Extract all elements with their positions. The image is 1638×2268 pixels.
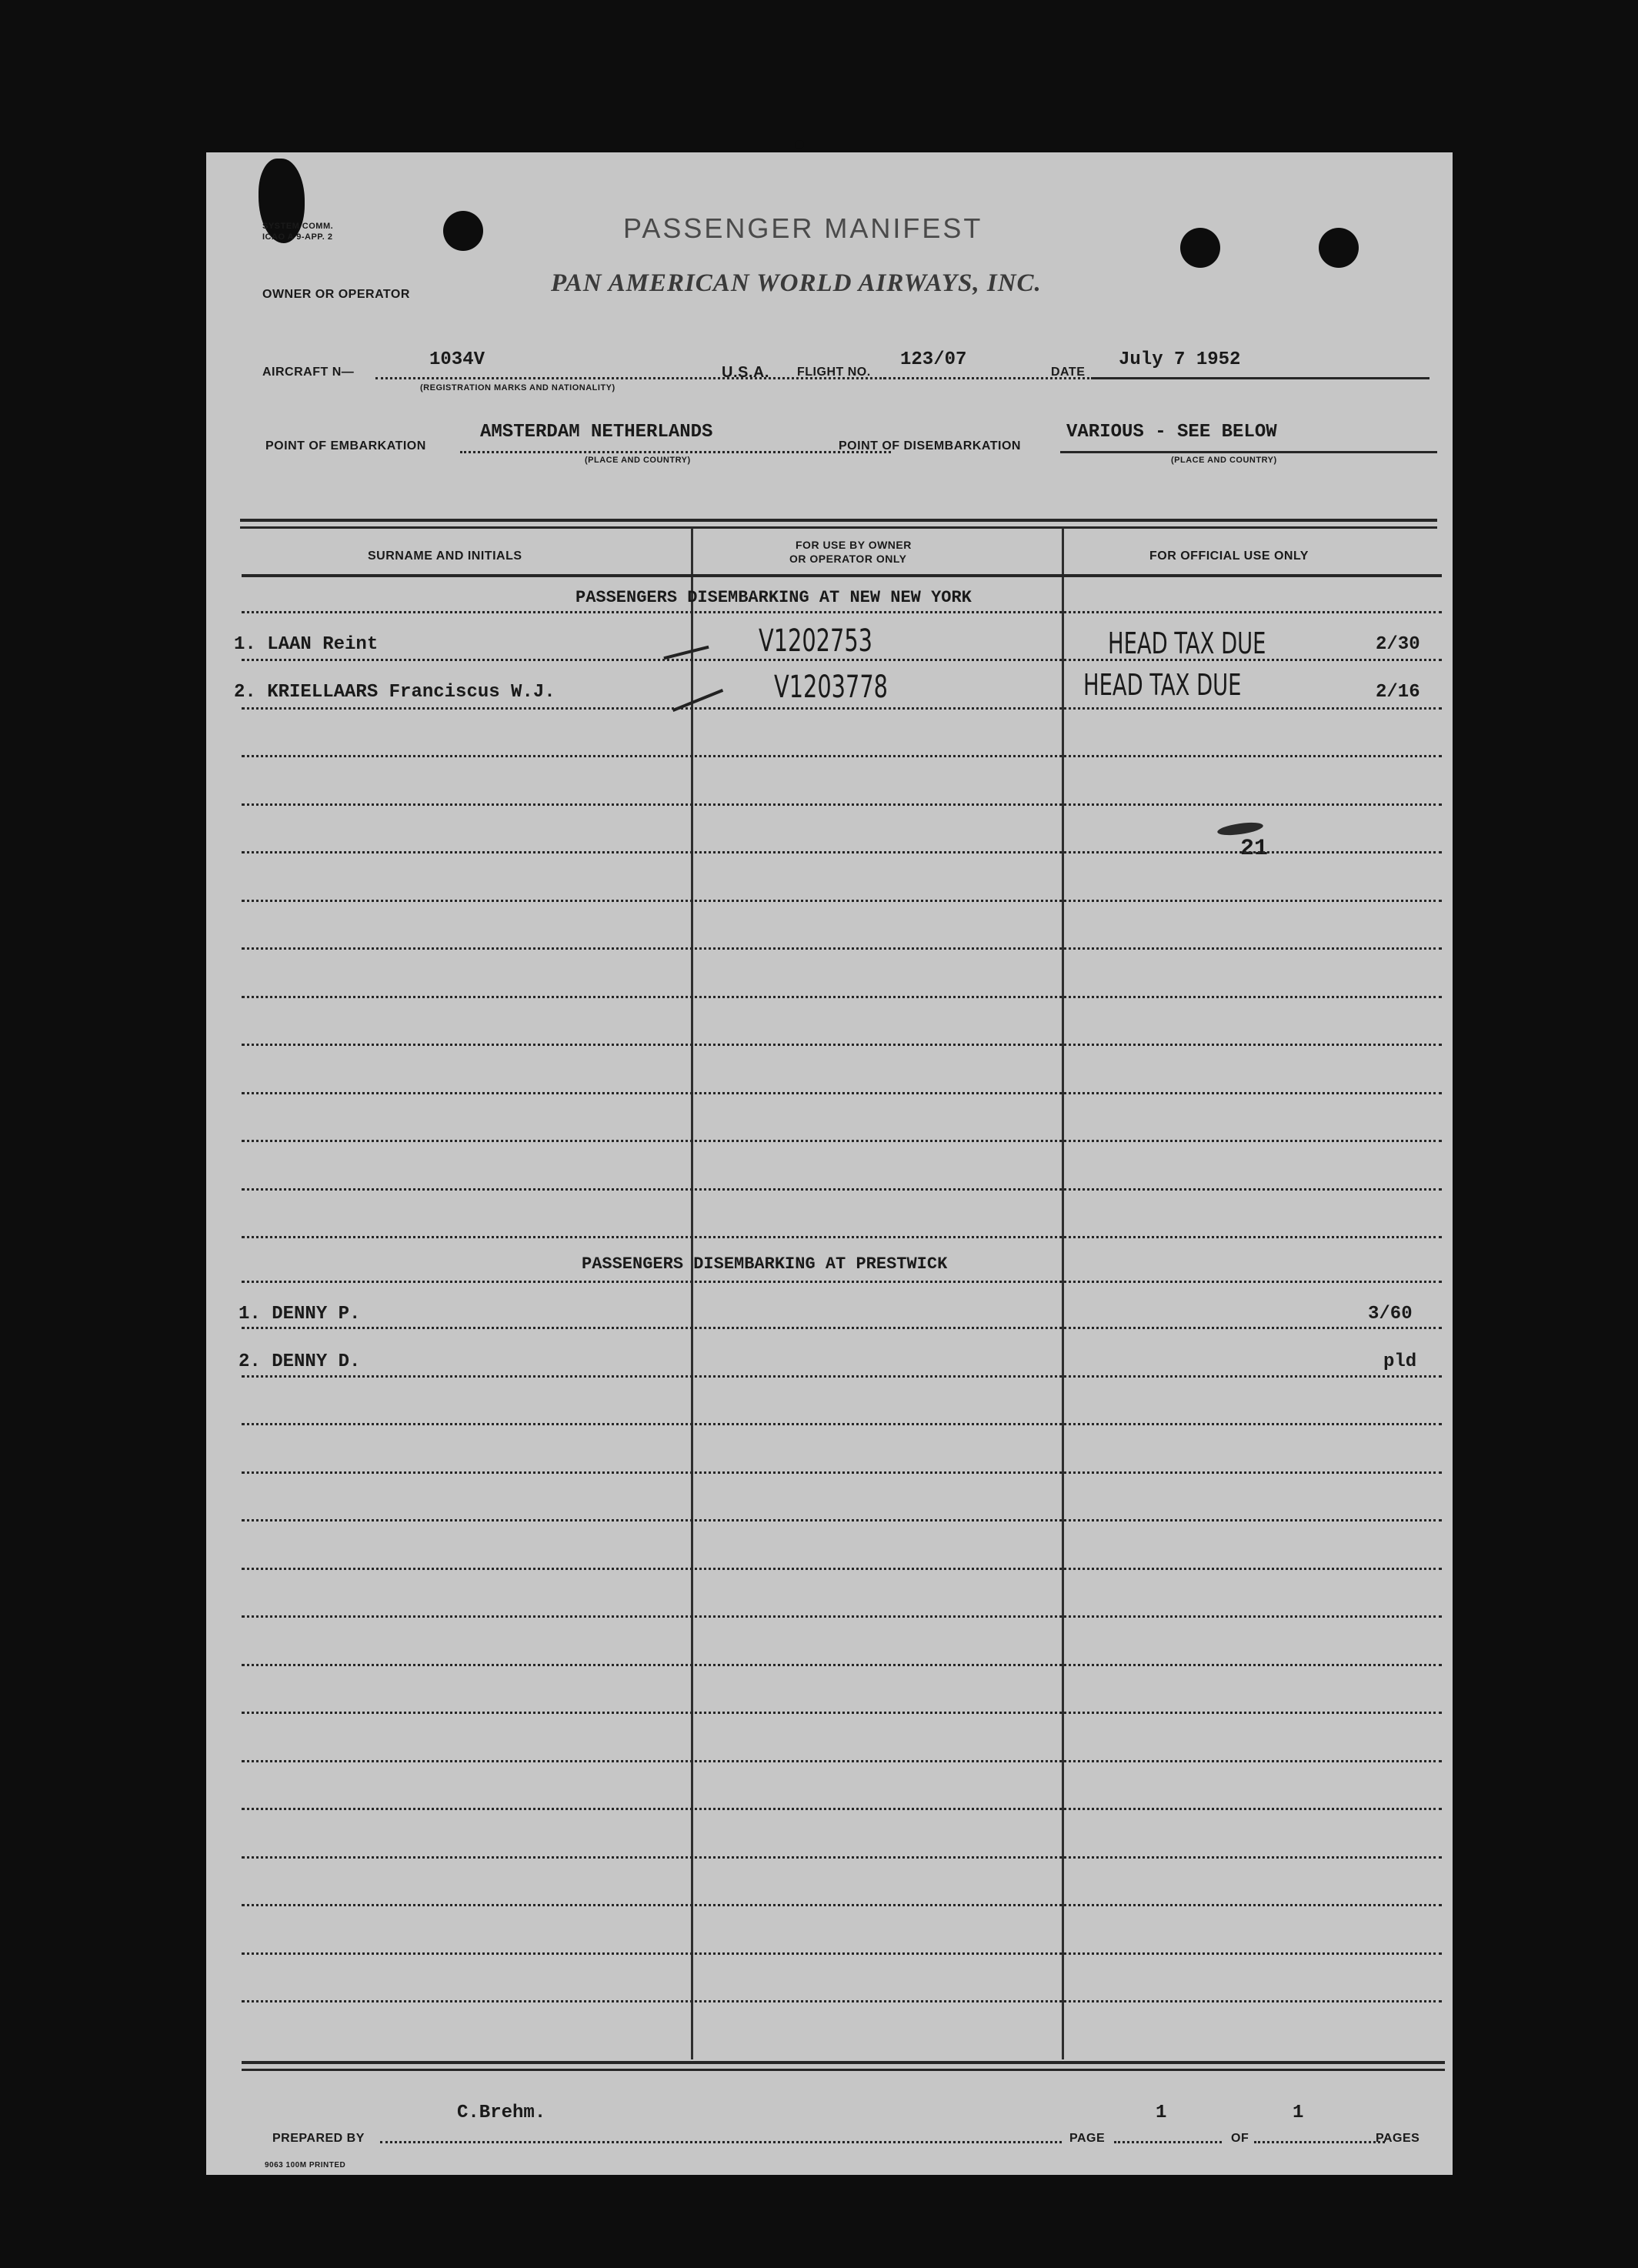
of-value: 1: [1293, 2103, 1304, 2123]
prepared-by-line: [380, 2141, 1062, 2143]
disembarkation-label: POINT OF DISEMBARKATION: [839, 439, 1021, 453]
flight-line: [883, 377, 1122, 379]
table-row-rule: [242, 1423, 1442, 1425]
passenger-1-code: 2/30: [1376, 634, 1420, 655]
table-row-rule: [242, 947, 1442, 950]
prepared-by-label: PREPARED BY: [272, 2132, 365, 2145]
margin-note: 21: [1240, 836, 1269, 862]
registration-caption: (REGISTRATION MARKS AND NATIONALITY): [420, 383, 616, 392]
usa-label: U.S.A.: [722, 364, 769, 381]
passenger-2-official: HEAD TAX DUE: [1083, 668, 1242, 702]
passenger-1-official: HEAD TAX DUE: [1108, 626, 1266, 660]
embarkation-caption: (PLACE AND COUNTRY): [585, 456, 691, 465]
disembarkation-value: VARIOUS - SEE BELOW: [1066, 422, 1277, 443]
header-rule: [242, 574, 1442, 577]
prestwick-passenger-2-code: pld: [1383, 1351, 1417, 1372]
table-row-rule: [242, 1092, 1442, 1094]
table-row-rule: [242, 1760, 1442, 1762]
column-header-owner-line2: OR OPERATOR ONLY: [789, 553, 907, 565]
table-row-rule: [242, 1236, 1442, 1238]
table-row-rule: [242, 1327, 1442, 1329]
margin-scribble: [1216, 820, 1263, 837]
table-row-rule: [242, 1904, 1442, 1906]
punch-hole-right: [1319, 228, 1359, 268]
table-row-rule: [242, 659, 1442, 661]
table-row-rule: [242, 996, 1442, 998]
page-value: 1: [1156, 2103, 1167, 2123]
flight-value: 123/07: [900, 349, 967, 370]
passenger-1-name: 1. LAAN Reint: [234, 634, 379, 655]
aircraft-value: 1034V: [429, 349, 485, 370]
column-header-owner-line1: FOR USE BY OWNER: [796, 539, 912, 551]
flight-label: FLIGHT NO.: [797, 366, 871, 379]
passenger-2-code: 2/16: [1376, 682, 1420, 703]
table-row-rule: [242, 1140, 1442, 1142]
table-top-rule-1: [240, 519, 1437, 522]
aircraft-label: AIRCRAFT N—: [262, 366, 355, 379]
system-ref-line2: ICAO A 9-APP. 2: [262, 232, 333, 242]
table-row-rule: [242, 1712, 1442, 1714]
column-divider-1: [691, 528, 693, 2059]
table-row-rule: [242, 755, 1442, 757]
prestwick-passenger-2-name: 2. DENNY D.: [239, 1351, 361, 1372]
section1-title: PASSENGERS DISEMBARKING AT NEW NEW YORK: [575, 588, 972, 607]
table-row-rule: [242, 1375, 1442, 1378]
page-label: PAGE: [1069, 2132, 1106, 2145]
airline-name: PAN AMERICAN WORLD AIRWAYS, INC.: [551, 269, 1042, 297]
table-bottom-rule-1: [242, 2061, 1445, 2064]
table-row-rule: [242, 1808, 1442, 1810]
table-row-rule: [242, 1044, 1442, 1046]
system-ref-line1: SYSTEM COMM.: [262, 222, 334, 231]
disembarkation-caption: (PLACE AND COUNTRY): [1171, 456, 1277, 465]
embarkation-value: AMSTERDAM NETHERLANDS: [480, 422, 713, 443]
table-row-rule: [242, 2000, 1442, 2002]
prepared-by-value: C.Brehm.: [457, 2103, 546, 2123]
table-row-rule: [242, 1471, 1442, 1474]
disembarkation-line: [1060, 451, 1437, 453]
prestwick-passenger-1-code: 3/60: [1368, 1304, 1413, 1324]
passenger-1-check-mark: [663, 646, 709, 660]
pages-label: PAGES: [1376, 2132, 1420, 2145]
embarkation-line: [460, 451, 891, 453]
table-row-rule: [242, 1568, 1442, 1570]
embarkation-label: POINT OF EMBARKATION: [265, 439, 426, 453]
table-top-rule-2: [240, 526, 1437, 529]
passenger-2-visa: V1203778: [774, 670, 888, 705]
column-divider-2: [1062, 528, 1064, 2059]
passenger-2-name: 2. KRIELLAARS Franciscus W.J.: [234, 682, 555, 703]
form-title: PASSENGER MANIFEST: [623, 212, 983, 244]
column-header-surname: SURNAME AND INITIALS: [368, 549, 522, 563]
column-header-official: FOR OFFICIAL USE ONLY: [1149, 549, 1309, 563]
date-label: DATE: [1051, 366, 1086, 379]
punch-hole-center: [1180, 228, 1220, 268]
page-line: [1114, 2141, 1222, 2143]
table-row-rule: [242, 1519, 1442, 1521]
prestwick-passenger-1-name: 1. DENNY P.: [239, 1304, 361, 1324]
section1-title-rule: [242, 611, 1442, 613]
section2-title-rule: [242, 1281, 1442, 1283]
date-line: [1091, 377, 1429, 379]
table-row-rule: [242, 851, 1442, 853]
section2-title: PASSENGERS DISEMBARKING AT PRESTWICK: [582, 1254, 948, 1274]
punch-hole-left: [443, 211, 483, 251]
of-label: OF: [1231, 2132, 1249, 2145]
passenger-1-visa: V1202753: [759, 623, 872, 659]
table-row-rule: [242, 707, 1442, 710]
table-row-rule: [242, 1615, 1442, 1618]
footer-code: 9063 100M PRINTED: [265, 2161, 346, 2169]
manifest-sheet: [206, 152, 1453, 2175]
table-row-rule: [242, 1952, 1442, 1955]
of-line: [1254, 2141, 1385, 2143]
table-bottom-rule-2: [242, 2069, 1445, 2071]
table-row-rule: [242, 1188, 1442, 1191]
table-row-rule: [242, 1664, 1442, 1666]
table-row-rule: [242, 900, 1442, 902]
date-value: July 7 1952: [1119, 349, 1241, 370]
top-hole-small: [795, 140, 804, 149]
owner-label: OWNER OR OPERATOR: [262, 288, 410, 301]
table-row-rule: [242, 1856, 1442, 1859]
table-row-rule: [242, 803, 1442, 806]
